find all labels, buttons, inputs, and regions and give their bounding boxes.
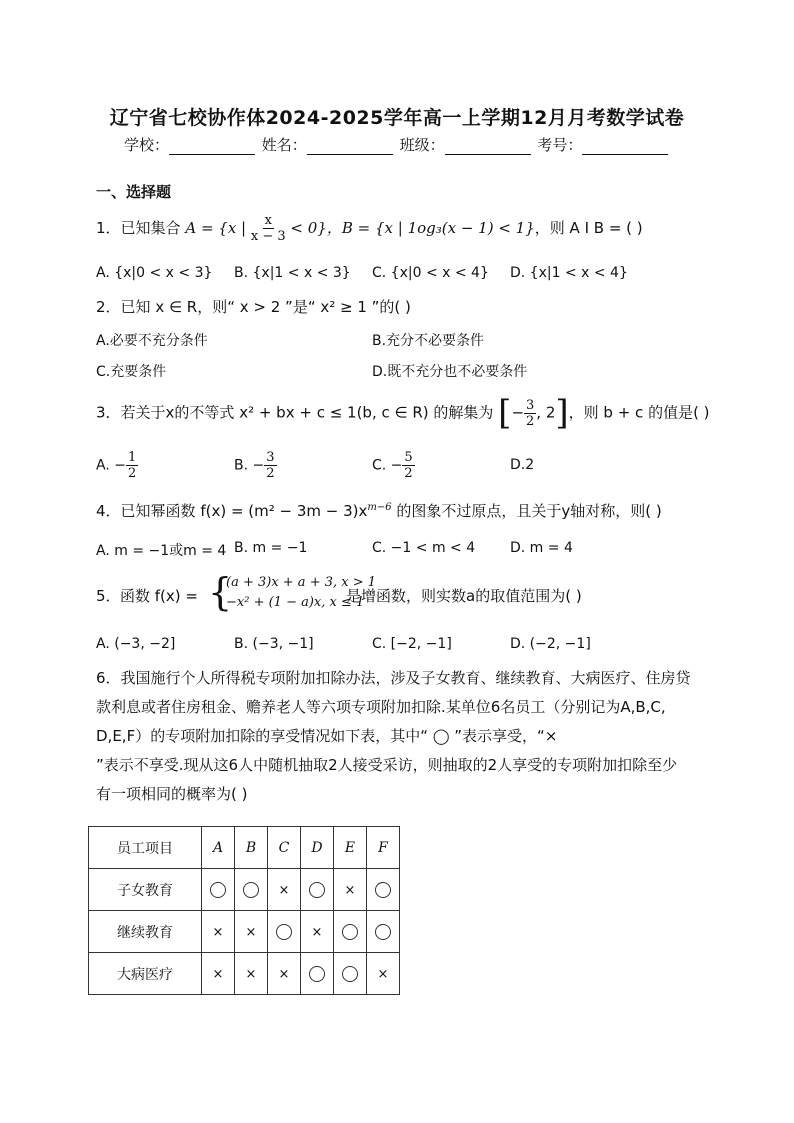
set-b: ，B = {x | 1og₃(x − 1) < 1} <box>326 219 535 237</box>
set-a-start: A = {x | <box>185 219 251 237</box>
q1-option-c[interactable]: C. {x|0 < x < 4} <box>372 265 489 281</box>
class-label: 班级： <box>399 136 445 154</box>
question-2 <box>96 296 411 317</box>
cross-icon: × <box>212 966 224 982</box>
q6-line-1: 6．我国施行个人所得税专项附加扣除办法，涉及子女教育、继续教育、大病医疗、住房贷 <box>96 669 691 687</box>
fraction-numerator: 1 <box>127 450 137 465</box>
question-4 <box>96 500 662 521</box>
question-1 <box>96 213 643 244</box>
exponent: m−6 <box>367 502 392 513</box>
option-fraction <box>126 450 138 481</box>
q2-option-a[interactable]: A.必要不充分条件 <box>96 333 208 349</box>
enjoyed-circle-cell <box>334 953 367 995</box>
q4-option-a[interactable]: A. m = −1或m = 4 <box>96 543 227 559</box>
name-blank[interactable] <box>307 139 393 155</box>
question-tail: ，则 b + c 的值是( ) <box>568 403 710 422</box>
question-text: 已知集合 <box>120 219 181 237</box>
not-enjoyed-cross-cell <box>202 911 235 953</box>
question-tail: 是增函数，则实数a的取值范围为( ) <box>346 587 582 605</box>
table-row <box>89 869 400 911</box>
circle-icon <box>276 924 292 940</box>
school-label: 学校： <box>124 136 170 154</box>
cross-icon: × <box>245 924 257 940</box>
not-enjoyed-cross-cell <box>334 869 367 911</box>
not-enjoyed-cross-cell <box>202 953 235 995</box>
not-enjoyed-cross-cell <box>268 953 301 995</box>
cross-icon: × <box>245 966 257 982</box>
question-number: 2． <box>96 298 121 316</box>
table-header-cell: 员工项目 <box>89 827 202 869</box>
q1-option-a[interactable]: A. {x|0 < x < 3} <box>96 265 213 281</box>
q3-option-a[interactable] <box>96 450 138 481</box>
fraction <box>251 213 286 244</box>
question-6 <box>96 664 696 809</box>
cross-icon: × <box>311 924 323 940</box>
fraction-numerator: 5 <box>404 450 413 465</box>
student-info-row <box>124 134 684 155</box>
option-label: C. − <box>372 457 403 474</box>
q1-option-b[interactable]: B. {x|1 < x < 3} <box>234 265 351 281</box>
cross-icon: × <box>377 966 389 982</box>
not-enjoyed-cross-cell <box>367 953 400 995</box>
q4-option-b[interactable]: B. m = −1 <box>234 540 308 556</box>
not-enjoyed-cross-cell <box>235 911 268 953</box>
section-heading: 一、选择题 <box>96 183 172 201</box>
enjoyed-circle-cell <box>301 953 334 995</box>
question-number: 1． <box>96 219 121 237</box>
name-label: 姓名： <box>261 136 307 154</box>
circle-icon <box>210 882 226 898</box>
circle-icon <box>309 882 325 898</box>
question-number: 3． <box>96 403 121 422</box>
fraction-numerator: 3 <box>266 450 275 465</box>
fraction-denominator: 2 <box>127 466 137 481</box>
question-tail: ，则 A I B = ( ) <box>534 219 643 237</box>
q2-option-b[interactable]: B.充分不必要条件 <box>372 333 485 349</box>
question-tail: 的图象不过原点，且关于y轴对称，则( ) <box>391 502 662 520</box>
interval-end: , 2 <box>536 403 556 422</box>
fraction-numerator: x <box>264 213 272 228</box>
q4-option-c[interactable]: C. −1 < m < 4 <box>372 540 476 556</box>
q6-line-5: 有一项相同的概率为( ) <box>96 785 248 803</box>
enjoyed-circle-cell <box>202 869 235 911</box>
q5-option-a[interactable]: A. (−3, −2] <box>96 636 176 652</box>
table-row <box>89 953 400 995</box>
enjoyed-circle-cell <box>367 911 400 953</box>
table-row-label: 大病医疗 <box>89 953 202 995</box>
question-text: 函数 f(x) = <box>120 587 198 605</box>
circle-icon <box>375 882 391 898</box>
table-header-cell: D <box>301 827 334 869</box>
question-text: 已知 x ∈ R，则“ x > 2 ”是“ x² ≥ 1 ”的( ) <box>120 298 411 316</box>
number-label: 考号： <box>537 136 583 154</box>
circle-icon <box>342 966 358 982</box>
enjoyed-circle-cell <box>301 869 334 911</box>
table-row <box>89 911 400 953</box>
q1-option-d[interactable]: D. {x|1 < x < 4} <box>510 265 628 281</box>
enjoyed-circle-cell <box>334 911 367 953</box>
table-header-cell: A <box>202 827 235 869</box>
q5-option-b[interactable]: B. (−3, −1] <box>234 636 314 652</box>
fraction-denominator: 2 <box>266 466 275 481</box>
fraction-denominator: x − 3 <box>250 229 286 244</box>
fraction-denominator: 2 <box>526 413 535 429</box>
interval-left-bracket: [ <box>498 393 512 433</box>
enjoyed-circle-cell <box>367 869 400 911</box>
q2-option-d[interactable]: D.既不充分也不必要条件 <box>372 364 528 380</box>
circle-icon <box>342 924 358 940</box>
enjoyed-circle-cell <box>268 911 301 953</box>
school-blank[interactable] <box>169 139 255 155</box>
piecewise-brace: { <box>208 570 233 614</box>
fraction-numerator: 3 <box>526 397 535 413</box>
cross-icon: × <box>278 966 290 982</box>
deduction-table <box>88 826 400 995</box>
fraction-denominator: 2 <box>404 466 413 481</box>
not-enjoyed-cross-cell <box>301 911 334 953</box>
question-3 <box>96 393 710 433</box>
q5-option-d[interactable]: D. (−2, −1] <box>510 636 591 652</box>
table-header-cell: C <box>268 827 301 869</box>
option-fraction <box>402 450 414 481</box>
q5-option-c[interactable]: C. [−2, −1] <box>372 636 452 652</box>
question-number: 4． <box>96 502 121 520</box>
circle-icon <box>309 966 325 982</box>
not-enjoyed-cross-cell <box>235 953 268 995</box>
q3-option-b[interactable] <box>234 450 277 481</box>
table-row-label: 子女教育 <box>89 869 202 911</box>
table-header-row <box>89 827 400 869</box>
interval-right-bracket: ] <box>555 393 569 433</box>
not-enjoyed-cross-cell <box>268 869 301 911</box>
table-row-label: 继续教育 <box>89 911 202 953</box>
question-text: 已知幂函数 f(x) = (m² − 3m − 3)x <box>120 502 368 520</box>
q2-option-c[interactable]: C.充要条件 <box>96 364 167 380</box>
number-blank[interactable] <box>582 139 668 155</box>
circle-icon <box>375 924 391 940</box>
question-text: 若关于x的不等式 x² + bx + c ≤ 1(b, c ∈ R) 的解集为 <box>120 403 494 422</box>
enjoyed-circle-cell <box>235 869 268 911</box>
table-header-cell: E <box>334 827 367 869</box>
piecewise-case-1: (a + 3)x + a + 3, x > 1 <box>226 575 377 590</box>
class-blank[interactable] <box>445 139 531 155</box>
cross-icon: × <box>278 882 290 898</box>
interval-neg: − <box>511 403 525 422</box>
q6-line-3: D,E,F）的专项附加扣除的享受情况如下表，其中“ ◯ ”表示享受，“× <box>96 727 558 745</box>
option-fraction <box>264 450 276 481</box>
circle-icon <box>243 882 259 898</box>
q4-option-d[interactable]: D. m = 4 <box>510 540 573 556</box>
q3-option-c[interactable] <box>372 450 415 481</box>
option-label: B. − <box>234 457 265 474</box>
table-header-cell: B <box>235 827 268 869</box>
interval-fraction <box>524 398 536 429</box>
q6-line-4: ”表示不享受.现从这6人中随机抽取2人接受采访，则抽取的2人享受的专项附加扣除至少 <box>96 756 678 774</box>
q6-line-2: 款利息或者住房租金、赡养老人等六项专项附加扣除.某单位6名员工（分别记为A,B,C, <box>96 698 666 716</box>
question-number: 5． <box>96 587 121 605</box>
table-header-cell: F <box>367 827 400 869</box>
piecewise-case-2: −x² + (1 − a)x, x ≤ 1 <box>226 595 365 610</box>
cross-icon: × <box>212 924 224 940</box>
option-label: A. − <box>96 457 126 474</box>
cross-icon: × <box>344 882 356 898</box>
q3-option-d[interactable]: D.2 <box>510 457 535 473</box>
set-a-end: < 0} <box>285 219 327 237</box>
page-title: 辽宁省七校协作体2024-2025学年高一上学期12月月考数学试卷 <box>109 107 685 129</box>
